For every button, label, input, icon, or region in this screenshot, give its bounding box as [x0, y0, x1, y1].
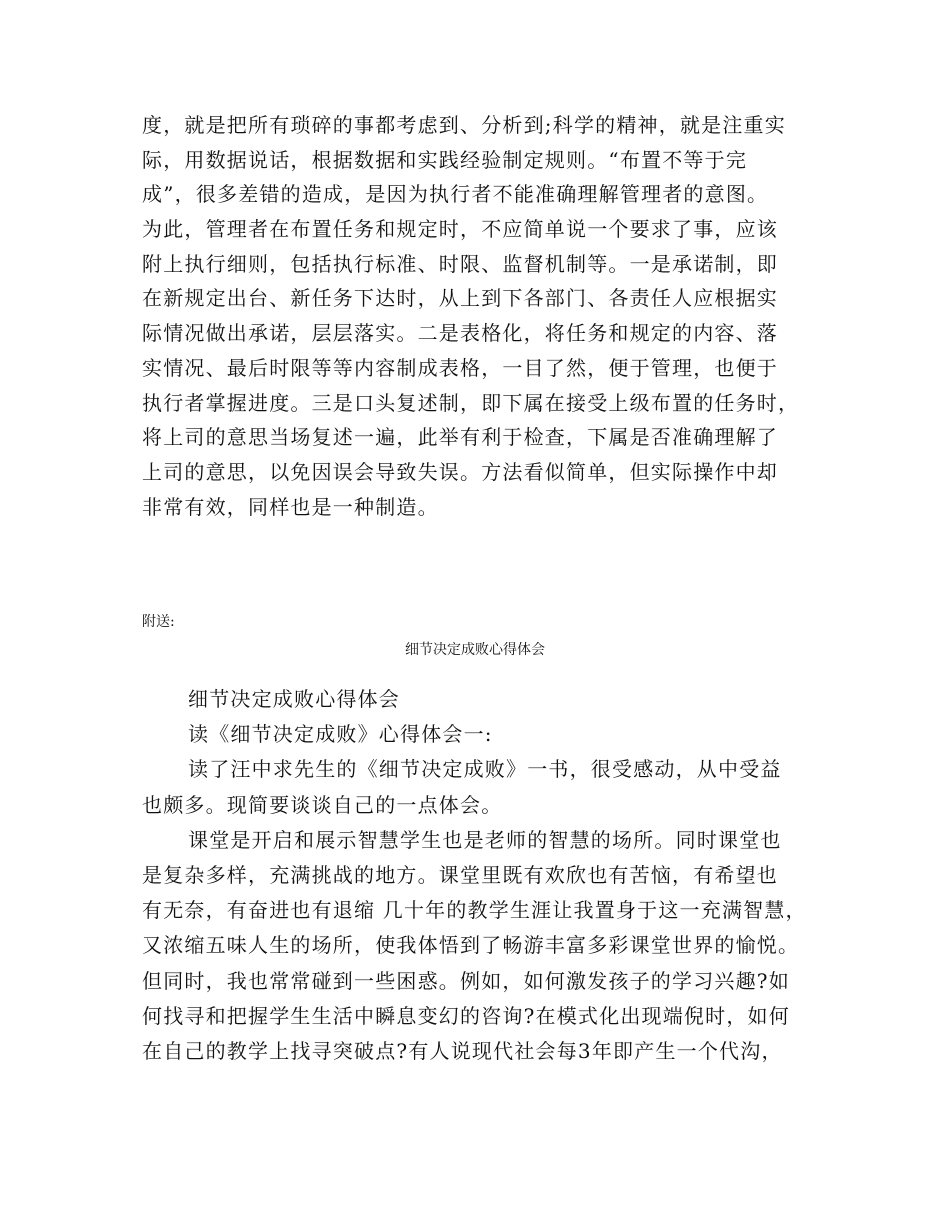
text-line: 课堂是开启和展示智慧学生也是老师的智慧的场所。同时课堂也	[188, 827, 782, 852]
text-line: 执行者掌握进度。三是口头复述制，即下属在接受上级布置的任务时，	[142, 390, 800, 415]
text-line: 非常有效，同样也是一种制造。	[142, 494, 439, 519]
essay-body	[142, 682, 822, 1069]
text-line: 读了汪中求先生的《细节决定成败》一书，很受感动，从中受益	[188, 757, 782, 782]
appendix-label: 附送:	[142, 614, 175, 630]
text-line: 在自己的教学上找寻突破点?有人说现代社会每3年即产生一个代沟，	[142, 1038, 783, 1063]
text-line: 是复杂多样，充满挑战的地方。课堂里既有欢欣也有苦恼，有希望也	[142, 862, 778, 887]
text-line: 也颇多。现简要谈谈自己的一点体会。	[142, 792, 503, 817]
text-line: 际，用数据说话，根据数据和实践经验制定规则。“布置不等于完	[142, 147, 748, 172]
text-line: 在新规定出台、新任务下达时，从上到下各部门、各责任人应根据实	[142, 286, 778, 311]
text-line: 又浓缩五味人生的场所，使我体悟到了畅游丰富多彩课堂世界的愉悦。	[142, 933, 800, 958]
text-line: 读《细节决定成败》心得体会一:	[188, 722, 493, 747]
text-line: 但同时，我也常常碰到一些困惑。例如，如何激发孩子的学习兴趣?如	[142, 968, 790, 993]
appendix-title: 细节决定成败心得体会	[405, 642, 545, 658]
text-line: 为此，管理者在布置任务和规定时，不应简单说一个要求了事，应该	[142, 217, 778, 242]
text-line: 细节决定成败心得体会	[188, 687, 400, 711]
text-line: 成”，很多差错的造成，是因为执行者不能准确理解管理者的意图。	[142, 182, 769, 207]
text-line: 附上执行细则，包括执行标准、时限、监督机制等。一是承诺制，即	[142, 251, 778, 276]
body-paragraph	[142, 108, 822, 524]
text-line: 上司的意思，以免因误会导致失误。方法看似简单，但实际操作中却	[142, 459, 778, 484]
text-line: 际情况做出承诺，层层落实。二是表格化，将任务和规定的内容、落	[142, 321, 778, 346]
text-line: 有无奈，有奋进也有退缩 几十年的教学生涯让我置身于这一充满智慧，	[142, 898, 807, 923]
text-line: 度，就是把所有琐碎的事都考虑到、分析到;科学的精神，就是注重实	[142, 113, 786, 137]
text-line: 何找寻和把握学生生活中瞬息变幻的咨询?在模式化出现端倪时，如何	[142, 1003, 790, 1028]
text-line: 实情况、最后时限等等内容制成表格，一目了然，便于管理，也便于	[142, 355, 778, 380]
text-line: 将上司的意思当场复述一遍，此举有利于检查，下属是否准确理解了	[142, 425, 778, 450]
